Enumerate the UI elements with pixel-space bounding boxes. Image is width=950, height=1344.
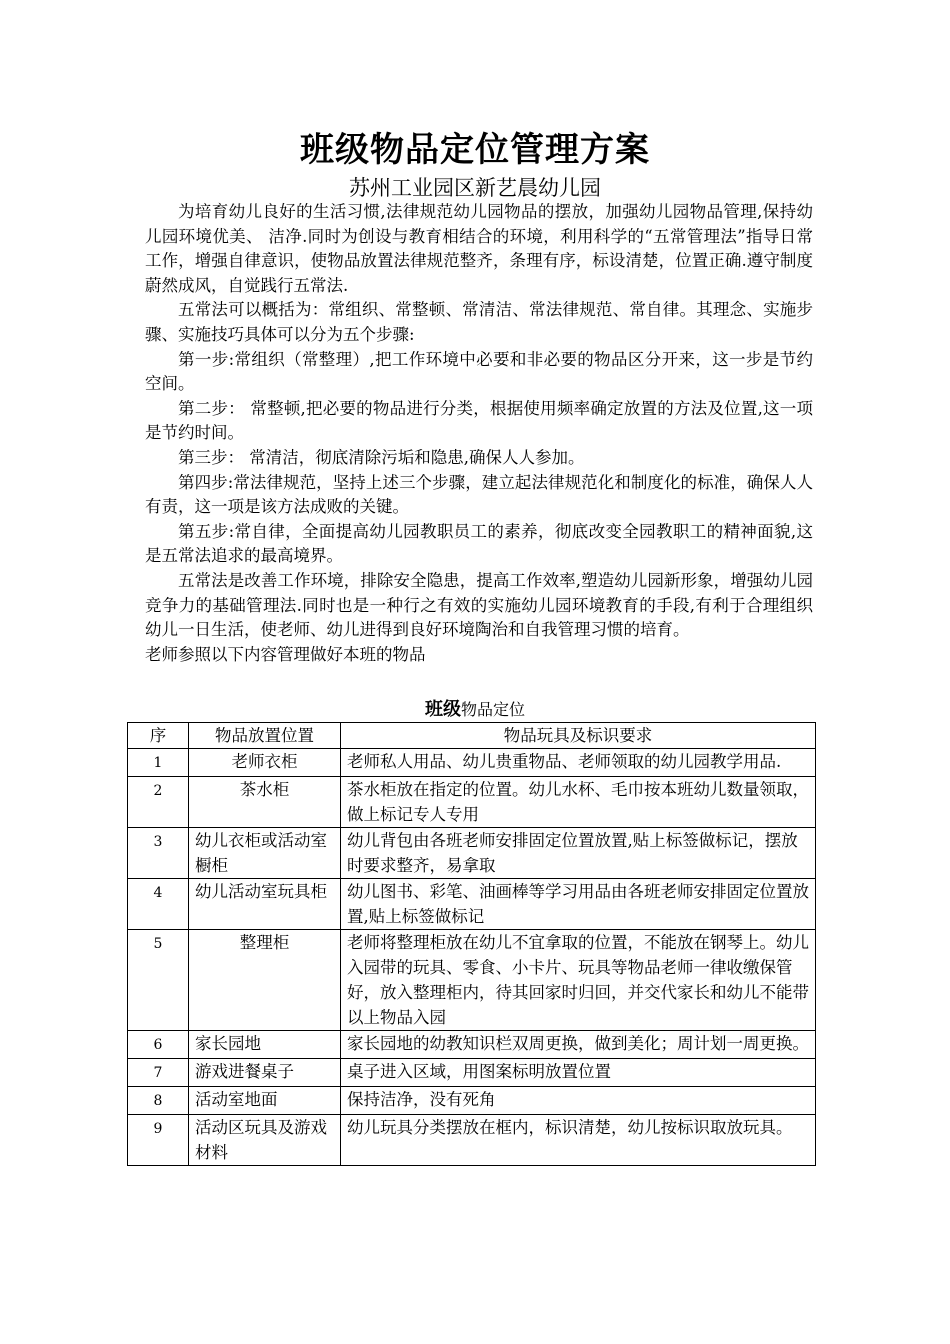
- row-number: 2: [128, 777, 189, 828]
- row-number: 7: [128, 1059, 189, 1087]
- row-number: 6: [128, 1031, 189, 1059]
- paragraph: 为培育幼儿良好的生活习惯,法律规范幼儿园物品的摆放，加强幼儿园物品管理,保持幼儿园环境优美、 洁净.同时为创设与教育相结合的环境，利用科学的“五常管理法”指导日常工作，增强自律意识，使物品放置法律规范整齐，条理有序，标设清楚，位置正确.遵守制度蔚然成风，自觉践行五常法.: [145, 202, 813, 295]
- row-location: 游戏进餐桌子: [189, 1059, 341, 1087]
- row-requirement: 幼儿玩具分类摆放在框内，标识清楚，幼儿按标识取放玩具。: [341, 1115, 816, 1166]
- paragraph: 第四步:常法律规范，坚持上述三个步骤，建立起法律规范化和制度化的标准，确保人人有责，这一项是该方法成败的关键。: [145, 472, 813, 517]
- paragraph: 五常法是改善工作环境，排除安全隐患，提高工作效率,塑造幼儿园新形象，增强幼儿园竞争力的基础管理法.同时也是一种行之有效的实施幼儿园环境教育的手段,有利于合理组织幼儿一日生活，使老师、幼儿进得到良好环境陶治和自我管理习惯的培育。: [145, 570, 813, 640]
- row-requirement: 幼儿图书、彩笔、油画棒等学习用品由各班老师安排固定位置放置,贴上标签做标记: [341, 879, 816, 930]
- row-number: 1: [128, 749, 189, 777]
- paragraph: 五常法可以概括为：常组织、常整顿、常清洁、常法律规范、常自律。其理念、实施步骤、实施技巧具体可以分为五个步骤:: [145, 300, 813, 344]
- header-number: 序: [128, 723, 189, 749]
- row-number: 3: [128, 828, 189, 879]
- row-location: 家长园地: [189, 1031, 341, 1059]
- table-row: [128, 777, 816, 828]
- paragraph: 第二步： 常整顿,把必要的物品进行分类，根据使用频率确定放置的方法及位置,这一项是节约时间。: [145, 398, 813, 443]
- header-location: 物品放置位置: [189, 723, 341, 749]
- row-requirement: 茶水柜放在指定的位置。幼儿水杯、毛巾按本班幼儿数量领取，做上标记专人专用: [341, 777, 816, 828]
- paragraph: 第五步:常自律，全面提高幼儿园教职员工的素养，彻底改变全园教职工的精神面貌,这是五常法追求的最高境界。: [145, 521, 813, 566]
- row-location: 整理柜: [189, 930, 341, 1031]
- table-row: [128, 828, 816, 879]
- header-requirement: 物品玩具及标识要求: [341, 723, 816, 749]
- table-row: [128, 749, 816, 777]
- row-number: 5: [128, 930, 189, 1031]
- row-requirement: 老师将整理柜放在幼儿不宜拿取的位置，不能放在钢琴上。幼儿入园带的玩具、零食、小卡片、玩具等物品老师一律收缴保管好，放入整理柜内，待其回家时归回，并交代家长和幼儿不能带以上物品入园: [341, 930, 816, 1031]
- table-row: [128, 930, 816, 1031]
- table-row: [128, 879, 816, 930]
- row-requirement: 保持洁净，没有死角: [341, 1087, 816, 1115]
- table-caption-bold: 班级: [424, 699, 461, 720]
- paragraph: 第三步： 常清洁，彻底清除污垢和隐患,确保人人参加。: [178, 447, 585, 467]
- row-requirement: 桌子进入区域，用图案标明放置位置: [341, 1059, 816, 1087]
- row-requirement: 幼儿背包由各班老师安排固定位置放置,贴上标签做标记，摆放时要求整齐，易拿取: [341, 828, 816, 879]
- closing-line: 老师参照以下内容管理做好本班的物品: [145, 644, 426, 664]
- table-row: [128, 1087, 816, 1115]
- paragraph: 第一步:常组织（常整理）,把工作环境中必要和非必要的物品区分开来，这一步是节约空间。: [145, 349, 813, 394]
- table-row: [128, 1115, 816, 1166]
- table-header-row: [128, 723, 816, 749]
- row-number: 9: [128, 1115, 189, 1166]
- row-location: 老师衣柜: [189, 749, 341, 777]
- row-location: 活动室地面: [189, 1087, 341, 1115]
- document-title: 班级物品定位管理方案: [300, 130, 650, 170]
- document-body: [145, 200, 813, 667]
- row-location: 活动区玩具及游戏材料: [189, 1115, 341, 1166]
- table-caption: [0, 698, 950, 722]
- row-requirement: 家长园地的幼教知识栏双周更换，做到美化；周计划一周更换。: [341, 1031, 816, 1059]
- document-subtitle: 苏州工业园区新艺晨幼儿园: [349, 176, 601, 200]
- row-number: 8: [128, 1087, 189, 1115]
- item-location-table: [127, 722, 816, 1166]
- table-row: [128, 1031, 816, 1059]
- row-location: 幼儿活动室玩具柜: [189, 879, 341, 930]
- row-requirement: 老师私人用品、幼儿贵重物品、老师领取的幼儿园教学用品.: [341, 749, 816, 777]
- row-location: 幼儿衣柜或活动室橱柜: [189, 828, 341, 879]
- table-caption-rest: 物品定位: [460, 700, 525, 719]
- table-row: [128, 1059, 816, 1087]
- row-number: 4: [128, 879, 189, 930]
- row-location: 茶水柜: [189, 777, 341, 828]
